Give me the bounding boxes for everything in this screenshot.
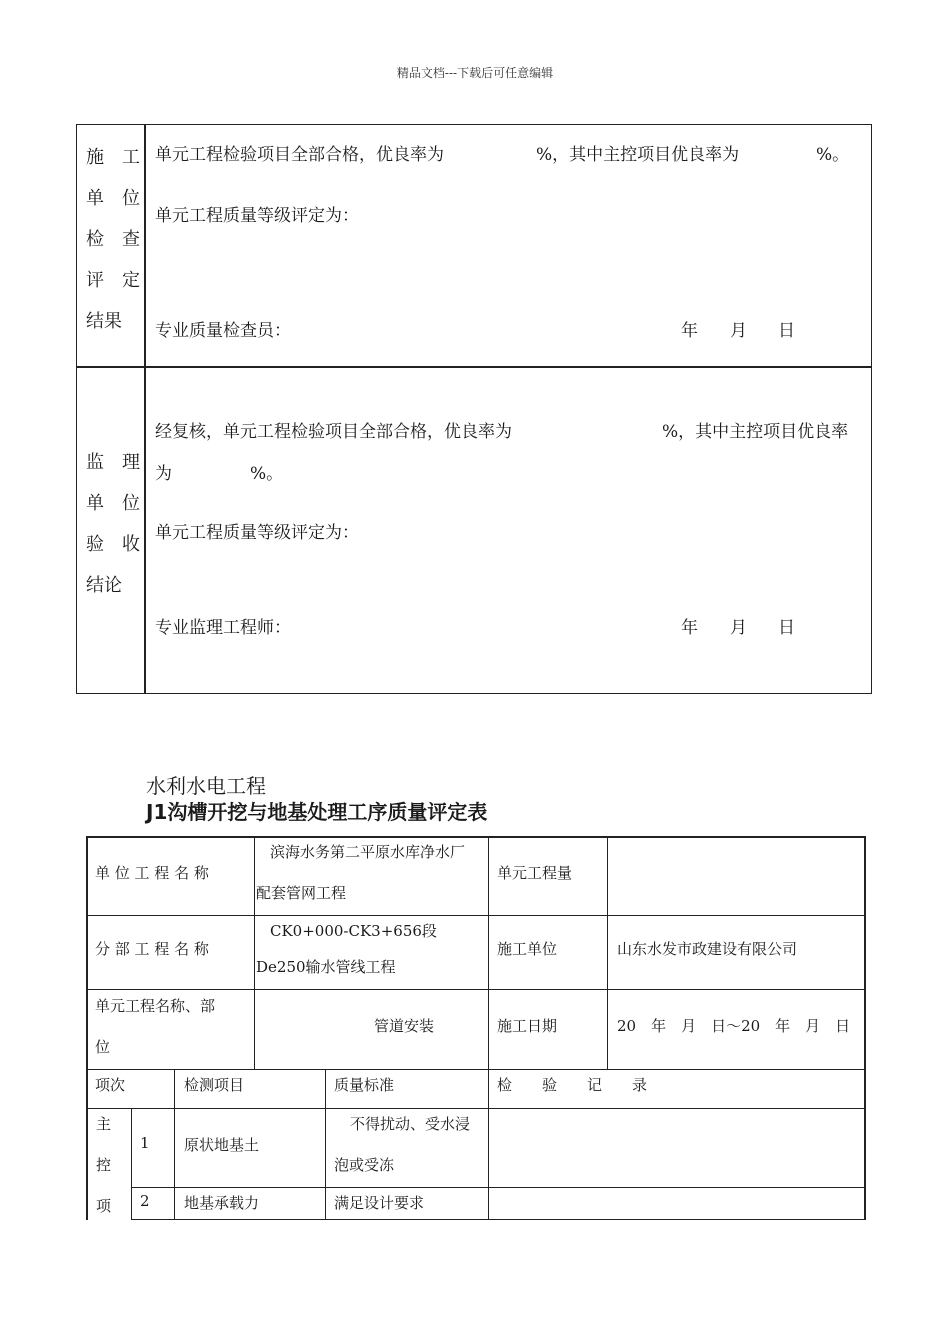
construction-check-label: 施 工 单 位 检 查 评 定 结果	[86, 147, 140, 332]
construction-pass-rate-text: 单元工程检验项目全部合格，优良率为	[155, 145, 444, 165]
percent-suffix: %。	[250, 464, 284, 484]
table-divider	[144, 124, 146, 694]
contractor-value: 山东水发市政建设有限公司	[617, 940, 798, 958]
quality-standard-cont: 泡或受冻	[334, 1156, 395, 1174]
header-note: 精品文档---下载后可任意编辑	[396, 66, 554, 80]
unit-project-value: 滨海水务第二平原水库净水厂	[270, 843, 466, 861]
supervision-grade-label: 单元工程质量等级评定为：	[155, 523, 359, 543]
division-value-cont: De250输水管线工程	[256, 958, 396, 976]
quality-standard: 满足设计要求	[334, 1194, 425, 1212]
supervision-main-rate-text: %，其中主控项目优良率	[662, 422, 849, 442]
date-month: 月	[730, 618, 747, 638]
main-control-label: 控	[96, 1156, 112, 1174]
date-year: 年	[681, 618, 698, 638]
column-header-record: 检 验 记 录	[497, 1076, 648, 1094]
table-divider	[76, 366, 872, 368]
unit-quantity-label: 单元工程量	[497, 864, 573, 882]
construction-date-value: 20 年 月 日～20 年 月 日	[617, 1017, 851, 1035]
date-year: 年	[681, 321, 698, 341]
quality-standard: 不得扰动、受水浸	[350, 1115, 471, 1133]
row-number: 2	[140, 1192, 150, 1210]
main-control-label: 项	[96, 1197, 112, 1215]
element-name-label: 单元工程名称、部	[95, 997, 216, 1015]
date-day: 日	[778, 321, 795, 341]
division-value: CK0+000-CK3+656段	[270, 922, 437, 940]
supervision-pass-rate-text: 经复核，单元工程检验项目全部合格，优良率为	[155, 422, 512, 442]
form-category-title: 水利水电工程	[146, 774, 266, 798]
division-label: 分 部 工 程 名 称	[95, 940, 209, 958]
construction-grade-label: 单元工程质量等级评定为：	[155, 206, 359, 226]
check-item: 地基承载力	[184, 1194, 260, 1212]
construction-date-label: 施工日期	[497, 1017, 558, 1035]
construction-main-rate-text: %，其中主控项目优良率为	[536, 145, 740, 165]
row-number: 1	[140, 1134, 150, 1152]
date-month: 月	[730, 321, 747, 341]
element-name-label-cont: 位	[95, 1038, 111, 1056]
supervision-rate-cont: 为	[155, 464, 172, 484]
column-header-check-item: 检测项目	[184, 1076, 245, 1094]
unit-project-label: 单 位 工 程 名 称	[95, 864, 209, 882]
supervision-label: 监 理 单 位 验 收 结论	[86, 452, 140, 596]
quality-inspector-label: 专业质量检查员：	[155, 321, 291, 341]
percent-suffix: %。	[816, 145, 850, 165]
column-header-item-no: 项次	[95, 1076, 126, 1094]
element-name-value: 管道安装	[374, 1017, 435, 1035]
date-day: 日	[778, 618, 795, 638]
main-control-label: 主	[96, 1115, 112, 1133]
column-header-standard: 质量标准	[334, 1076, 395, 1094]
form-title: J1沟槽开挖与地基处理工序质量评定表	[146, 800, 488, 824]
supervision-engineer-label: 专业监理工程师：	[155, 618, 291, 638]
contractor-label: 施工单位	[497, 940, 558, 958]
check-item: 原状地基土	[184, 1136, 260, 1154]
unit-project-value-cont: 配套管网工程	[256, 884, 347, 902]
